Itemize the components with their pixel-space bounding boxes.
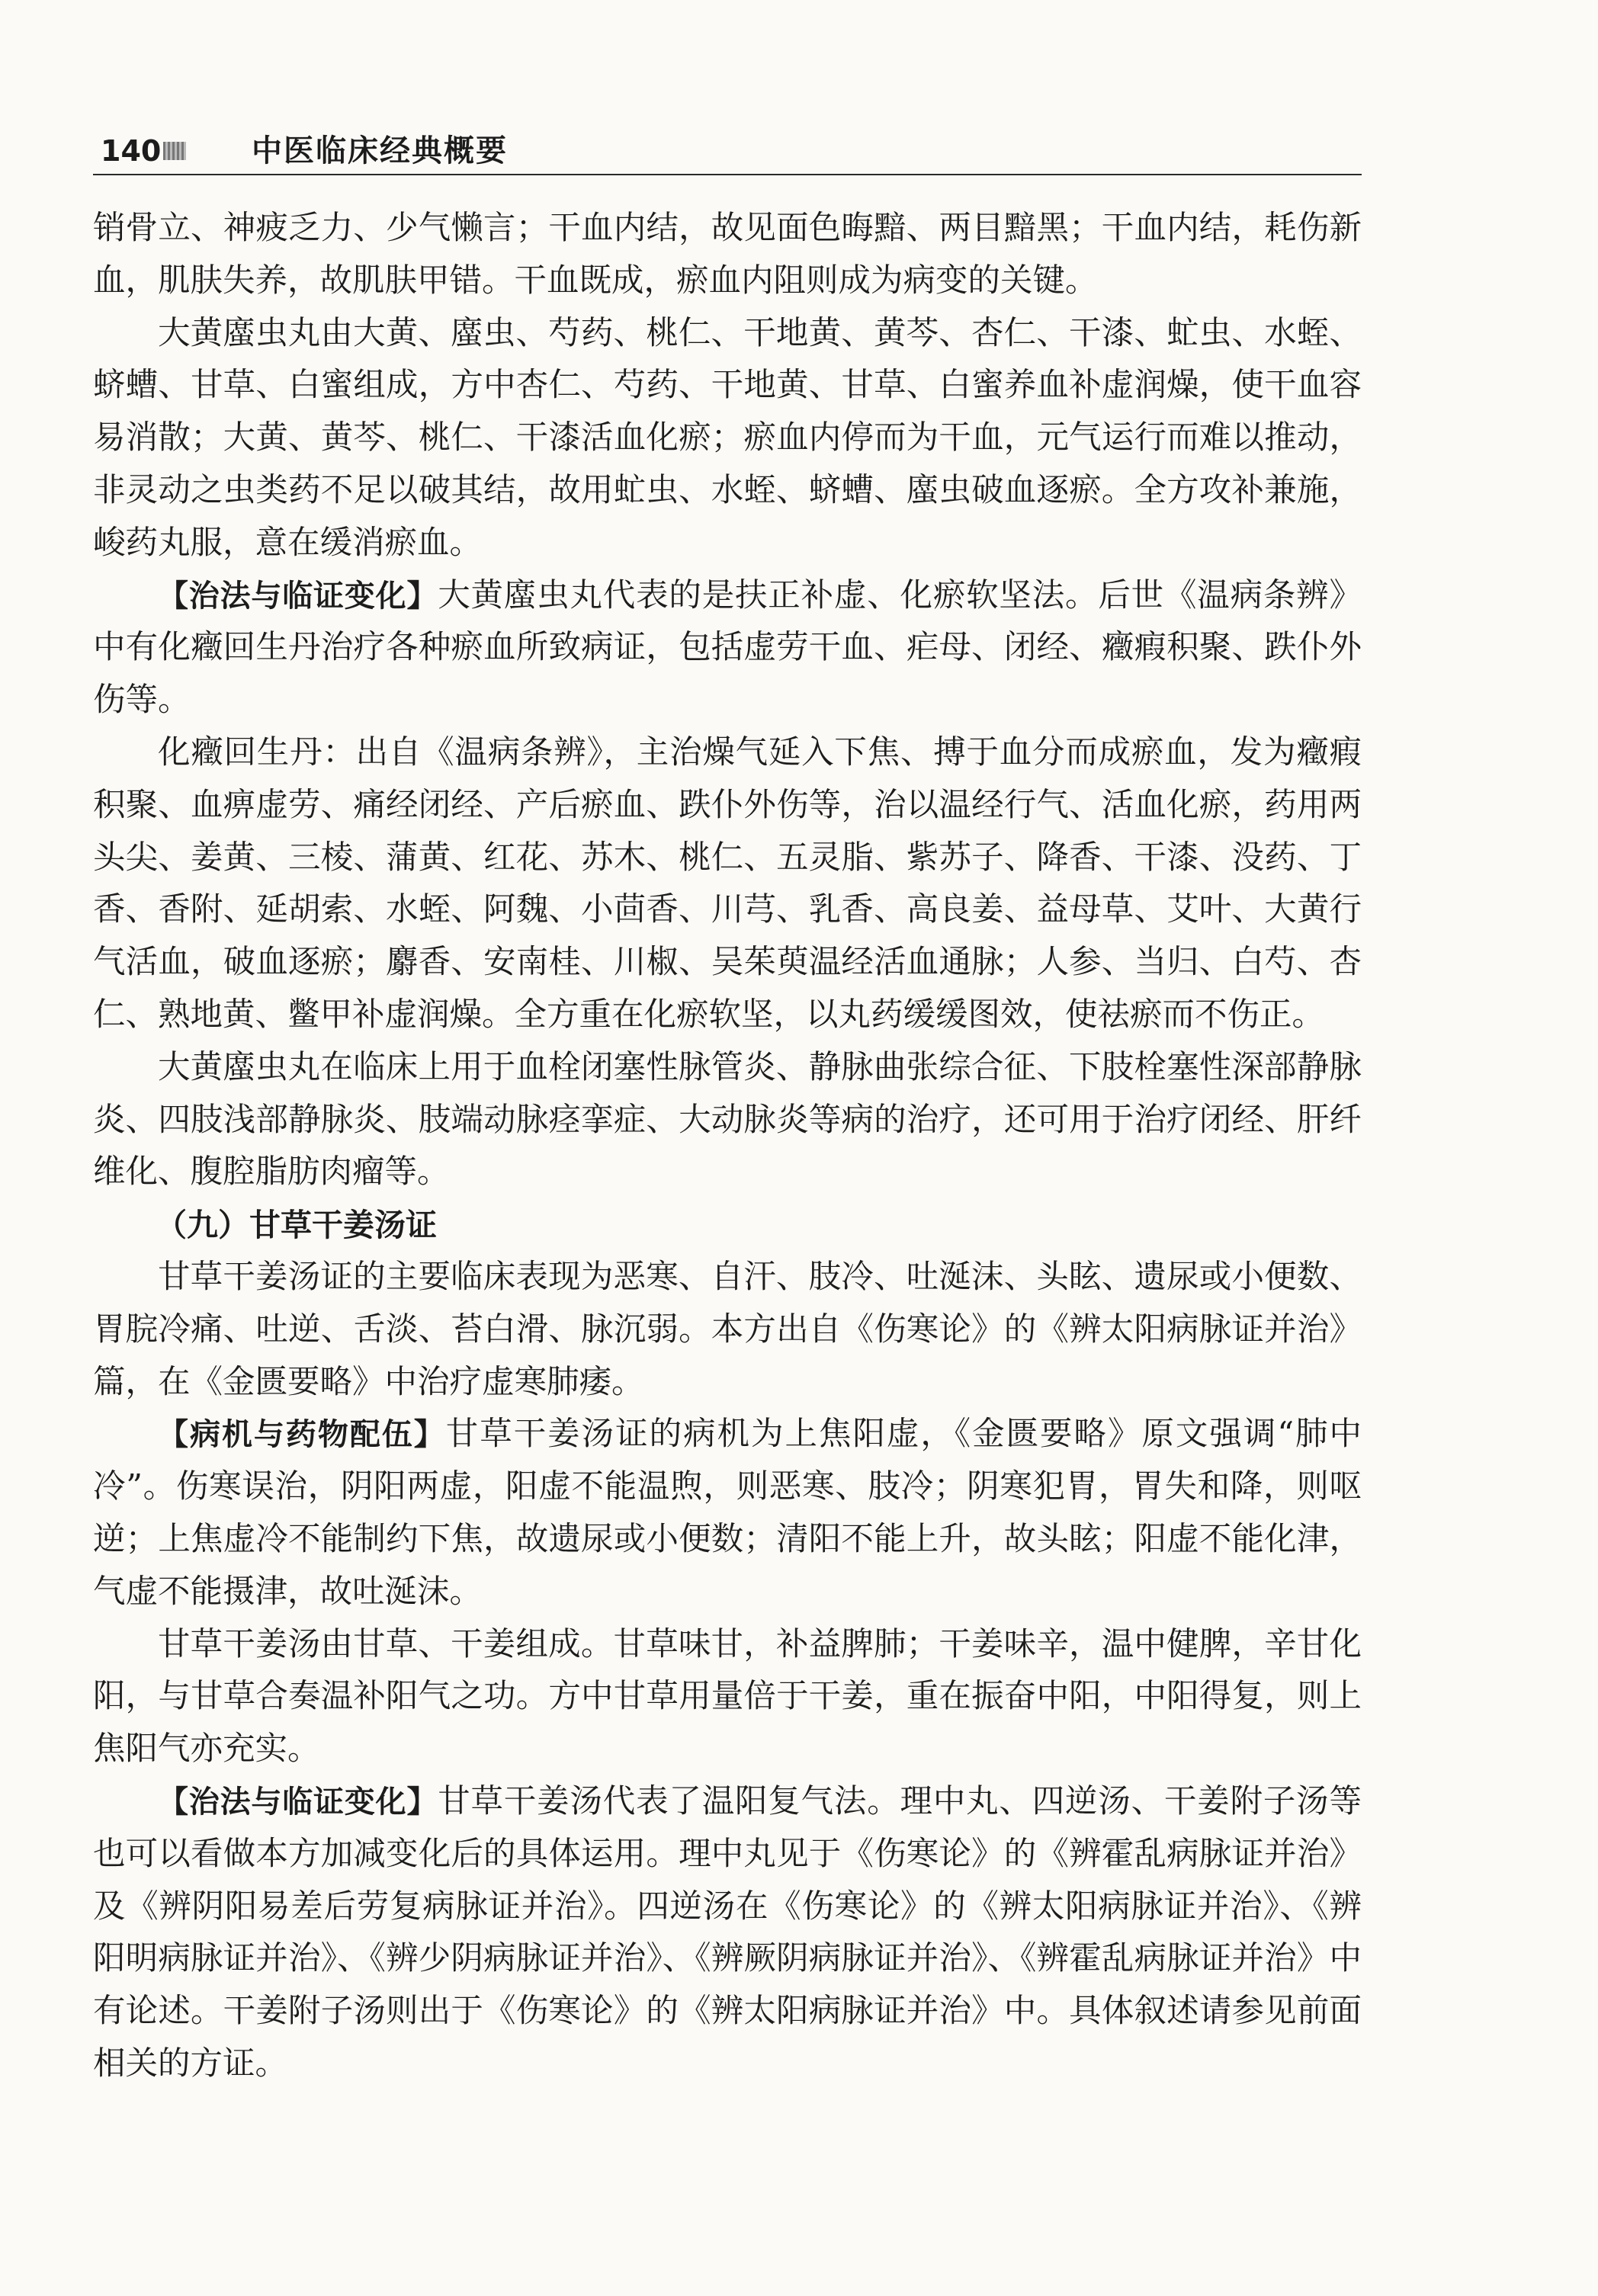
paragraph [93,1042,1362,1199]
paragraph-tag: 【治法与临证变化】 [158,1784,438,1820]
paragraph-text: 化癥回生丹：出自《温病条辨》，主治燥气延入下焦、搏于血分而成瘀血，发为癥瘕积聚、血痹虚劳、痛经闭经、产后瘀血、跌仆外伤等，治以温经行气、活血化瘀，药用两头尖、姜黄、三棱、蒲黄、红花、苏木、桃仁、五灵脂、紫苏子、降香、干漆、没药、丁香、香附、延胡索、水蛭、阿魏、小茴香、川芎、乳香、高良姜、益母草、艾叶、大黄行气活血，破血逐瘀；麝香、安南桂、川椒、吴茱萸温经活血通脉；人参、当归、白芍、杏仁、熟地黄、鳖甲补虚润燥。全方重在化瘀软坚，以丸药缓缓图效，使祛瘀而不伤正。 [93,733,1362,1034]
paragraph-text: 销骨立、神疲乏力、少气懒言；干血内结，故见面色晦黯、两目黯黑；干血内结，耗伤新血，肌肤失养，故肌肤甲错。干血既成，瘀血内阻则成为病变的关键。 [93,210,1362,300]
section-heading: （九）甘草干姜汤证 [156,1207,437,1244]
paragraph [93,308,1362,570]
page-number: 140 [101,134,162,168]
paragraph-text: 甘草干姜汤代表了温阳复气法。理中丸、四逆汤、干姜附子汤等也可以看做本方加减变化后的具体运用。理中丸见于《伤寒论》的《辨霍乱病脉证并治》及《辨阴阳易差后劳复病脉证并治》。四逆汤在《伤寒论》的《辨太阳病脉证并治》、《辨阳明病脉证并治》、《辨少阴病脉证并治》、《辨厥阴病脉证并治》、《辨霍乱病脉证并治》中有论述。干姜附子汤则出于《伤寒论》的《辨太阳病脉证并治》中。具体叙述请参见前面相关的方证。 [93,1782,1362,2083]
paragraph-text: 甘草干姜汤证的主要临床表现为恶寒、自汗、肢冷、吐涎沫、头眩、遗尿或小便数、胃脘冷痛、吐逆、舌淡、苔白滑、脉沉弱。本方出自《伤寒论》的《辨太阳病脉证并治》篇，在《金匮要略》中治疗虚寒肺痿。 [93,1258,1362,1401]
paragraph [93,1409,1362,1618]
paragraph-tag: 【病机与药物配伍】 [158,1417,446,1453]
paragraph-text: 大黄䗪虫丸由大黄、䗪虫、芍药、桃仁、干地黄、黄芩、杏仁、干漆、虻虫、水蛭、蛴螬、甘草、白蜜组成，方中杏仁、芍药、干地黄、甘草、白蜜养血补虚润燥，使干血容易消散；大黄、黄芩、桃仁、干漆活血化瘀；瘀血内停而为干血，元气运行而难以推动，非灵动之虫类药不足以破其结，故用虻虫、水蛭、蛴螬、䗪虫破血逐瘀。全方攻补兼施，峻药丸服，意在缓消瘀血。 [93,314,1362,562]
paragraph [93,1252,1362,1409]
paragraph-text: 大黄䗪虫丸在临床上用于血栓闭塞性脉管炎、静脉曲张综合征、下肢栓塞性深部静脉炎、四肢浅部静脉炎、肢端动脉痉挛症、大动脉炎等病的治疗，还可用于治疗闭经、肝纤维化、腹腔脂肪肉瘤等。 [93,1048,1362,1191]
paragraph [93,203,1362,308]
paragraph [93,727,1362,1042]
running-header [93,131,1362,175]
paragraph-tag: 【治法与临证变化】 [158,578,438,614]
paragraph [93,1776,1362,2091]
book-title: 中医临床经典概要 [252,133,508,168]
page-body [93,203,1362,2091]
page-marker-decoration [163,142,186,160]
paragraph-text: 大黄䗪虫丸代表的是扶正补虚、化瘀软坚法。后世《温病条辨》中有化癥回生丹治疗各种瘀血所致病证，包括虚劳干血、疟母、闭经、癥瘕积聚、跌仆外伤等。 [93,576,1362,720]
paragraph-text: 甘草干姜汤由甘草、干姜组成。甘草味甘，补益脾肺；干姜味辛，温中健脾，辛甘化阳，与甘草合奏温补阳气之功。方中甘草用量倍于干姜，重在振奋中阳，中阳得复，则上焦阳气亦充实。 [93,1625,1362,1768]
paragraph [93,570,1362,727]
paragraph-text: 甘草干姜汤证的病机为上焦阳虚，《金匮要略》原文强调“肺中冷”。伤寒误治，阴阳两虚，阳虚不能温煦，则恶寒、肢冷；阴寒犯胃，胃失和降，则呕逆；上焦虚冷不能制约下焦，故遗尿或小便数；清阳不能上升，故头眩；阳虚不能化津，气虚不能摄津，故吐涎沫。 [93,1416,1362,1611]
paragraph [93,1619,1362,1776]
